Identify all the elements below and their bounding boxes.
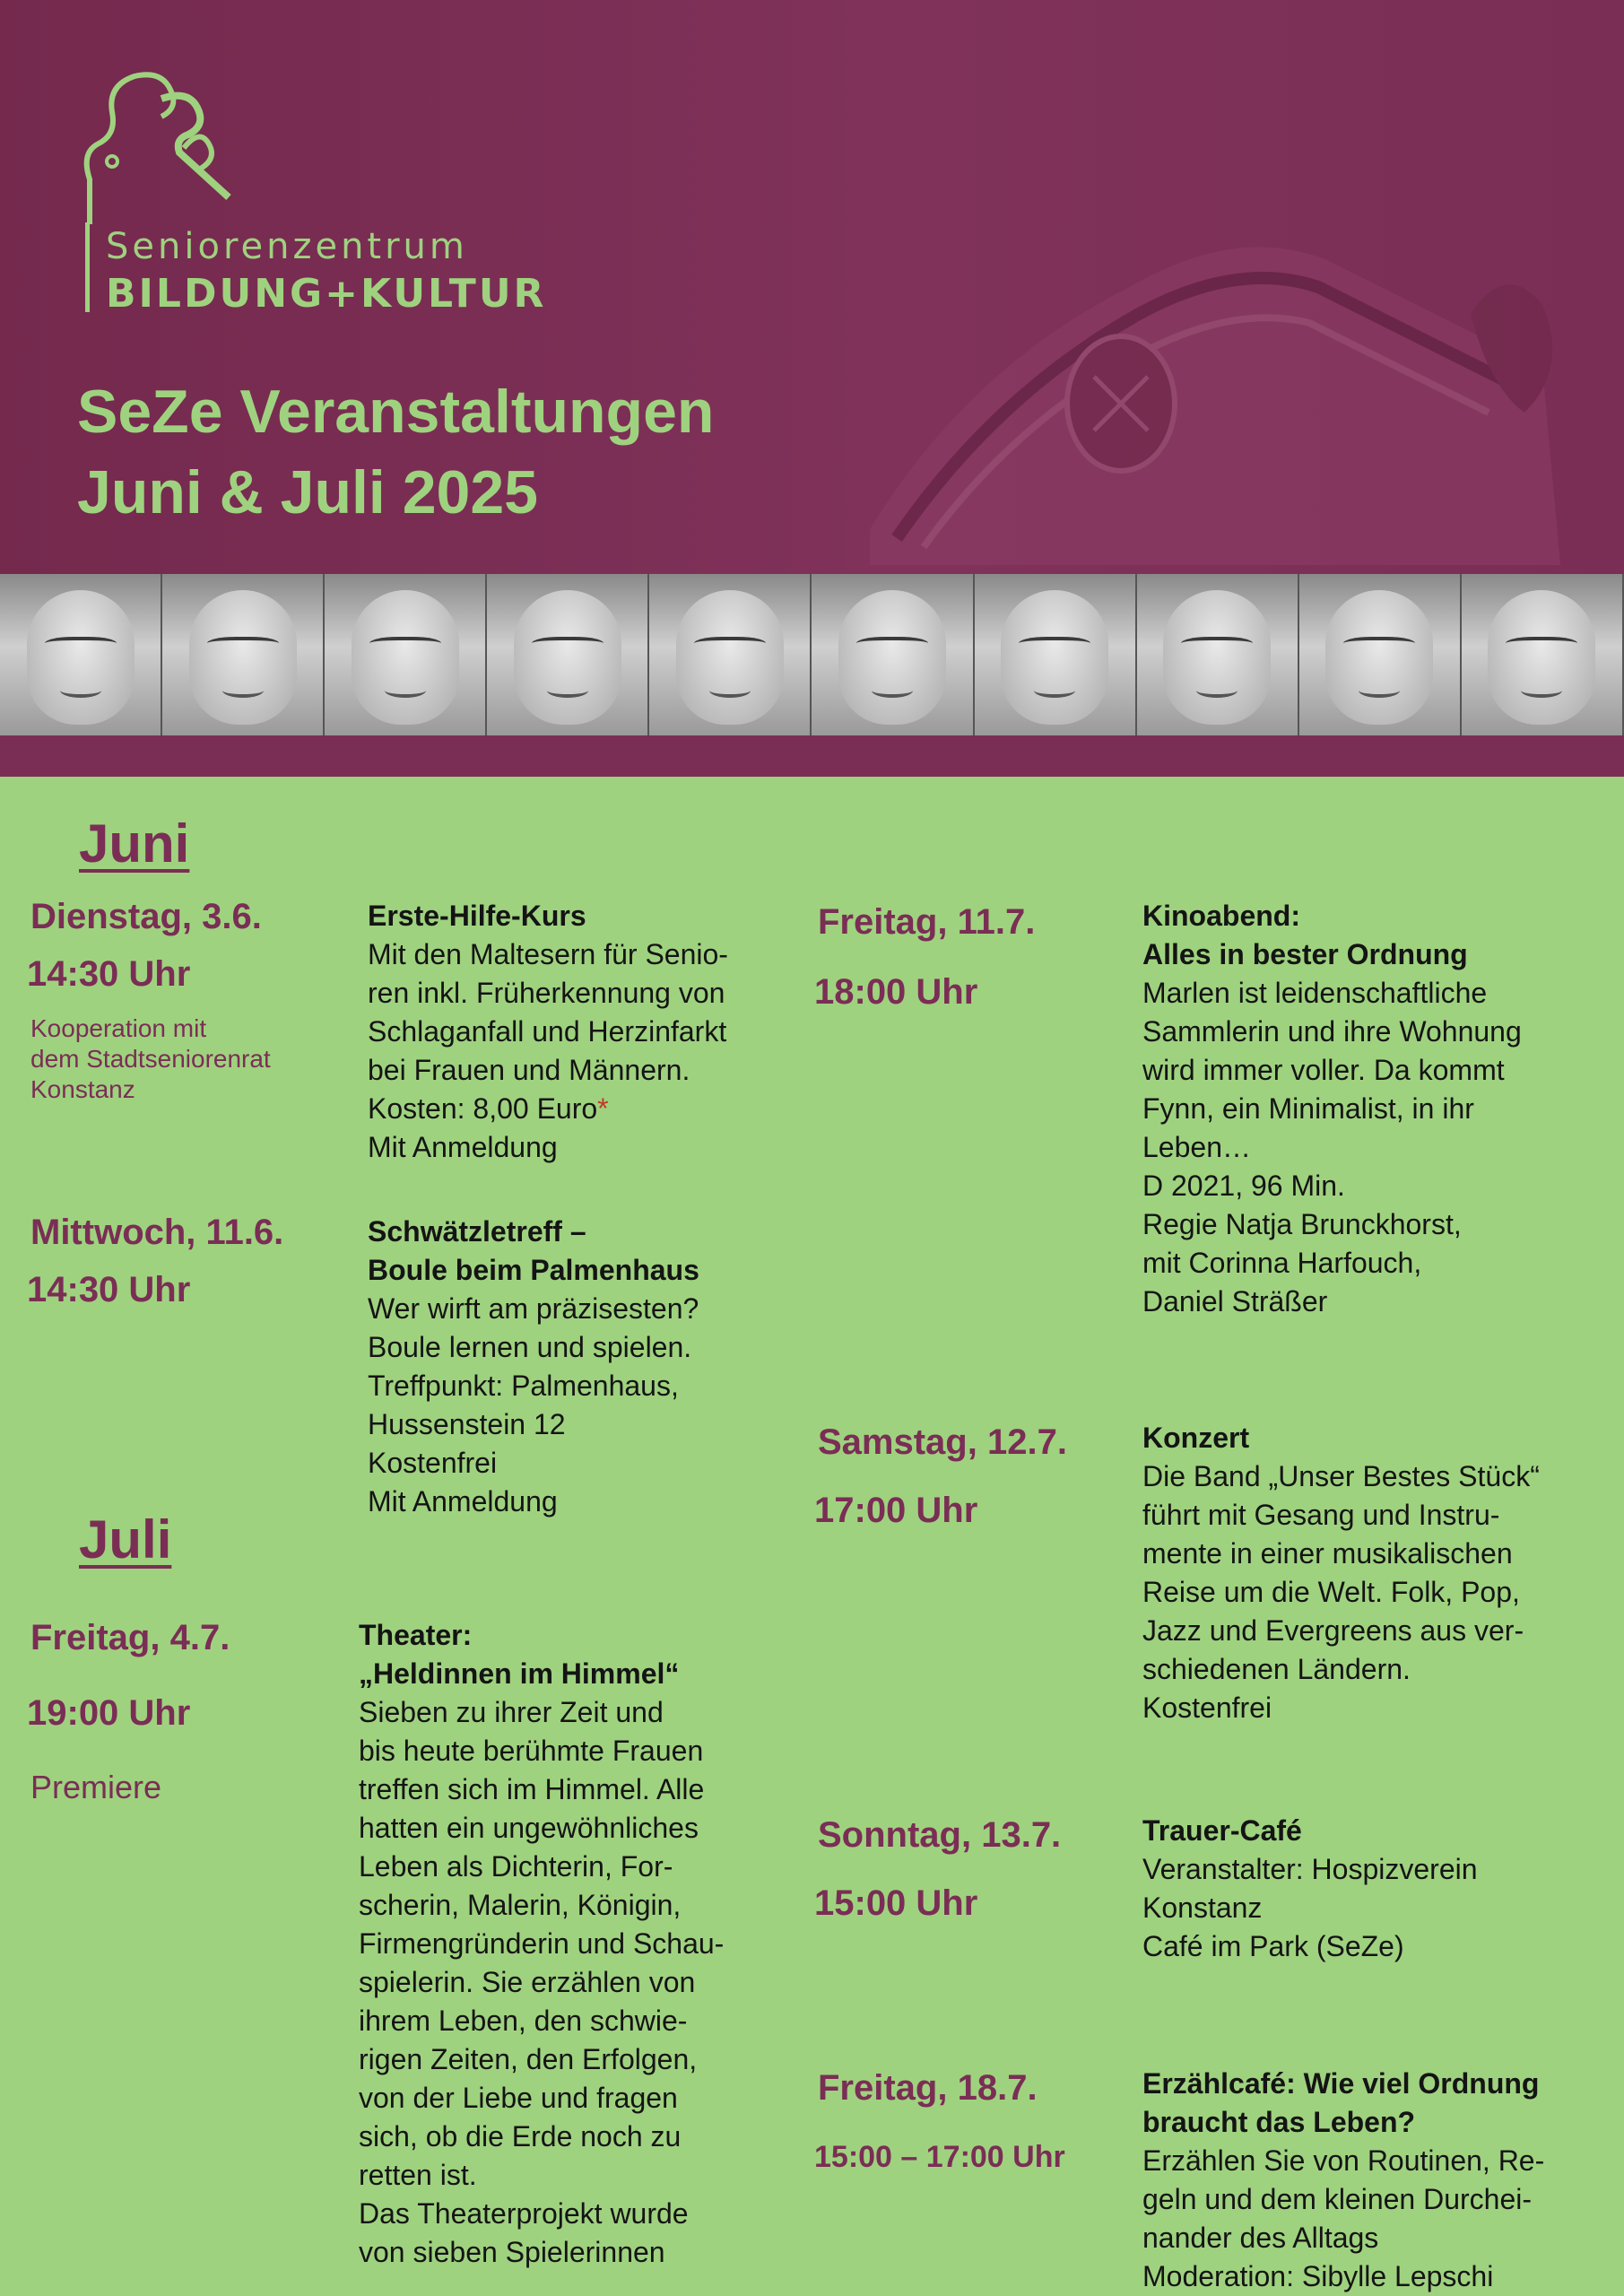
event-time: 15:00 – 17:00 Uhr xyxy=(814,2140,1065,2174)
event-description: Erste-Hilfe-Kurs Mit den Maltesern für Senio- ren inkl. Früherkennung von Schlaganfall und Herzinfarkt bei Frauen und Männern. Kosten: 8,00 Euro* Mit Anmeldung xyxy=(368,897,728,1167)
event-description: Theater: „Heldinnen im Himmel“ Sieben zu ihrer Zeit und bis heute berühmte Frauen treffen sich im Himmel. Alle hatten ein ungewöhnliches Leben als Dichterin, For- scherin, Malerin, Königin, Firmengründerin und Schau- spielerin. Sie erzählen von ihrem Leben, den schwie- rigen Zeiten, den Erfolgen, von der Liebe und fragen sich, ob die Erde noch zu retten ist. Das Theaterprojekt wurde von sieben Spielerinnen xyxy=(359,1616,724,2272)
portrait-photo xyxy=(812,574,974,735)
building-pediment-image xyxy=(861,206,1596,574)
event-title: Erste-Hilfe-Kurs xyxy=(368,900,586,932)
event-day: Freitag, 4.7. xyxy=(30,1618,230,1657)
header xyxy=(0,0,1624,574)
event-day: Sonntag, 13.7. xyxy=(818,1815,1062,1855)
event-title: Schwätzletreff – xyxy=(368,1215,586,1248)
portrait-photo xyxy=(0,574,162,735)
event-title: Trauer-Café xyxy=(1142,1814,1302,1847)
portrait-photo xyxy=(162,574,325,735)
portrait-photo xyxy=(1462,574,1624,735)
event-time: 14:30 Uhr xyxy=(27,954,191,994)
page-title: SeZe Veranstaltungen xyxy=(77,378,715,446)
month-heading-july: Juli xyxy=(79,1509,172,1570)
portrait-photo xyxy=(975,574,1137,735)
event-day: Freitag, 11.7. xyxy=(818,902,1036,942)
portrait-photo xyxy=(649,574,812,735)
page-subtitle: Juni & Juli 2025 xyxy=(77,458,538,526)
month-heading-june: Juni xyxy=(79,813,190,874)
event-time: 19:00 Uhr xyxy=(27,1693,191,1733)
portrait-photo xyxy=(1137,574,1299,735)
event-day: Samstag, 12.7. xyxy=(818,1422,1067,1462)
purple-band xyxy=(0,735,1624,777)
org-name-line1: Seniorenzentrum xyxy=(106,226,468,267)
event-title: Kinoabend: xyxy=(1142,900,1300,932)
event-day: Dienstag, 3.6. xyxy=(30,897,262,936)
event-title: Theater: xyxy=(359,1619,473,1651)
portrait-photo xyxy=(1299,574,1462,735)
org-name-line2: BILDUNG+KULTUR xyxy=(106,271,547,317)
event-time: 15:00 Uhr xyxy=(814,1883,978,1923)
event-time: 14:30 Uhr xyxy=(27,1270,191,1309)
event-note: Kooperation mit dem Stadtseniorenrat Konstanz xyxy=(30,1014,271,1103)
event-time: 18:00 Uhr xyxy=(814,972,978,1012)
asterisk-mark: * xyxy=(597,1092,609,1125)
event-description: Trauer-Café Veranstalter: Hospizverein Konstanz Café im Park (SeZe) xyxy=(1142,1812,1478,1966)
event-description: Konzert Die Band „Unser Bestes Stück“ führt mit Gesang und Instru- mente in einer musikalischen Reise um die Welt. Folk, Pop, Jazz und Evergreens aus ver- schiedenen Ländern. Kostenfrei xyxy=(1142,1419,1540,1727)
event-description: Kinoabend: Alles in bester Ordnung Marlen ist leidenschaftliche Sammlerin und ihre Wohnung wird immer voller. Da kommt Fynn, ein Minimalist, in ihr Leben… D 2021, 96 Min. Regie Natja Brunckhorst, mit Corinna Harfouch, Daniel Sträßer xyxy=(1142,897,1522,1321)
event-day: Mittwoch, 11.6. xyxy=(30,1213,284,1252)
event-day: Freitag, 18.7. xyxy=(818,2068,1038,2108)
event-time: 17:00 Uhr xyxy=(814,1491,978,1530)
event-description: Erzählcafé: Wie viel Ordnung braucht das Leben? Erzählen Sie von Routinen, Re- geln und dem kleinen Durchei- nander des Alltags Moderation: Sibylle Lepschi xyxy=(1142,2065,1544,2296)
seze-logo-icon xyxy=(72,63,269,242)
portrait-strip xyxy=(0,574,1624,735)
event-title: Konzert xyxy=(1142,1422,1250,1454)
event-note: Premiere xyxy=(30,1769,162,1805)
portrait-photo xyxy=(325,574,487,735)
logo-bar xyxy=(85,222,90,312)
events-section xyxy=(0,777,1624,2296)
event-description: Schwätzletreff – Boule beim Palmenhaus Wer wirft am präzisesten? Boule lernen und spielen. Treffpunkt: Palmenhaus, Hussenstein 12 Kostenfrei Mit Anmeldung xyxy=(368,1213,699,1521)
portrait-photo xyxy=(487,574,649,735)
event-title: Erzählcafé: Wie viel Ordnung xyxy=(1142,2067,1540,2100)
